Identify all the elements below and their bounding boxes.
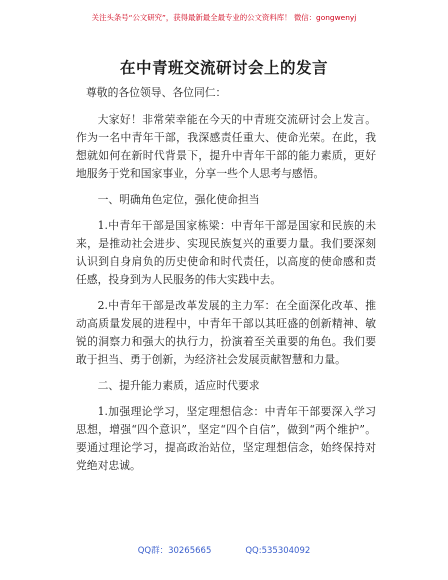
footer-qq: QQ:535304092 [245, 546, 311, 556]
section-1-point-1: 1.中青年干部是国家栋梁：中青年干部是国家和民族的未来，是推动社会进步、实现民族复兴的重要力量。我们要深刻认识到自身肩负的历史使命和时代责任，以高度的使命感和责任感，投身到为人民服务的伟大实践中去。 [76, 219, 376, 286]
section-heading-1: 一、明确角色定位，强化使命担当 [97, 193, 260, 206]
document-body [76, 84, 376, 475]
section-1-point-2: 2.中青年干部是改革发展的主力军：在全面深化改革、推动高质量发展的进程中，中青年干部以其旺盛的创新精神、敏锐的洞察力和强大的执行力，扮演着至关重要的角色。我们要敢于担当、勇于创新，为经济社会发展贡献智慧和力量。 [76, 299, 376, 366]
footer-contact [0, 544, 448, 556]
salutation: 尊敬的各位领导、各位同仁： [86, 86, 227, 99]
document-title: 在中青班交流研讨会上的发言 [119, 58, 328, 77]
intro-paragraph: 大家好！非常荣幸能在今天的中青班交流研讨会上发言。作为一名中青年干部，我深感责任重大、使命光荣。在此，我想就如何在新时代背景下，提升中青年干部的能力素质，更好地服务于党和国家事业，分享一些个人思考与感悟。 [76, 113, 376, 180]
section-2-point-1: 1.加强理论学习，坚定理想信念：中青年干部要深入学习思想，增强“四个意识”，坚定“四个自信”，做到“两个维护”。要通过理论学习，提高政治站位，坚定理想信念，始终保持对党绝对忠诚。 [76, 405, 376, 472]
header-promo-text: 关注头条号“公文研究”，获得最新最全最专业的公文资料库！ 微信：gongwenyj [91, 13, 357, 22]
section-heading-2: 二、提升能力素质，适应时代要求 [97, 379, 260, 392]
footer-qq-group: QQ群：30265665 [137, 546, 212, 556]
